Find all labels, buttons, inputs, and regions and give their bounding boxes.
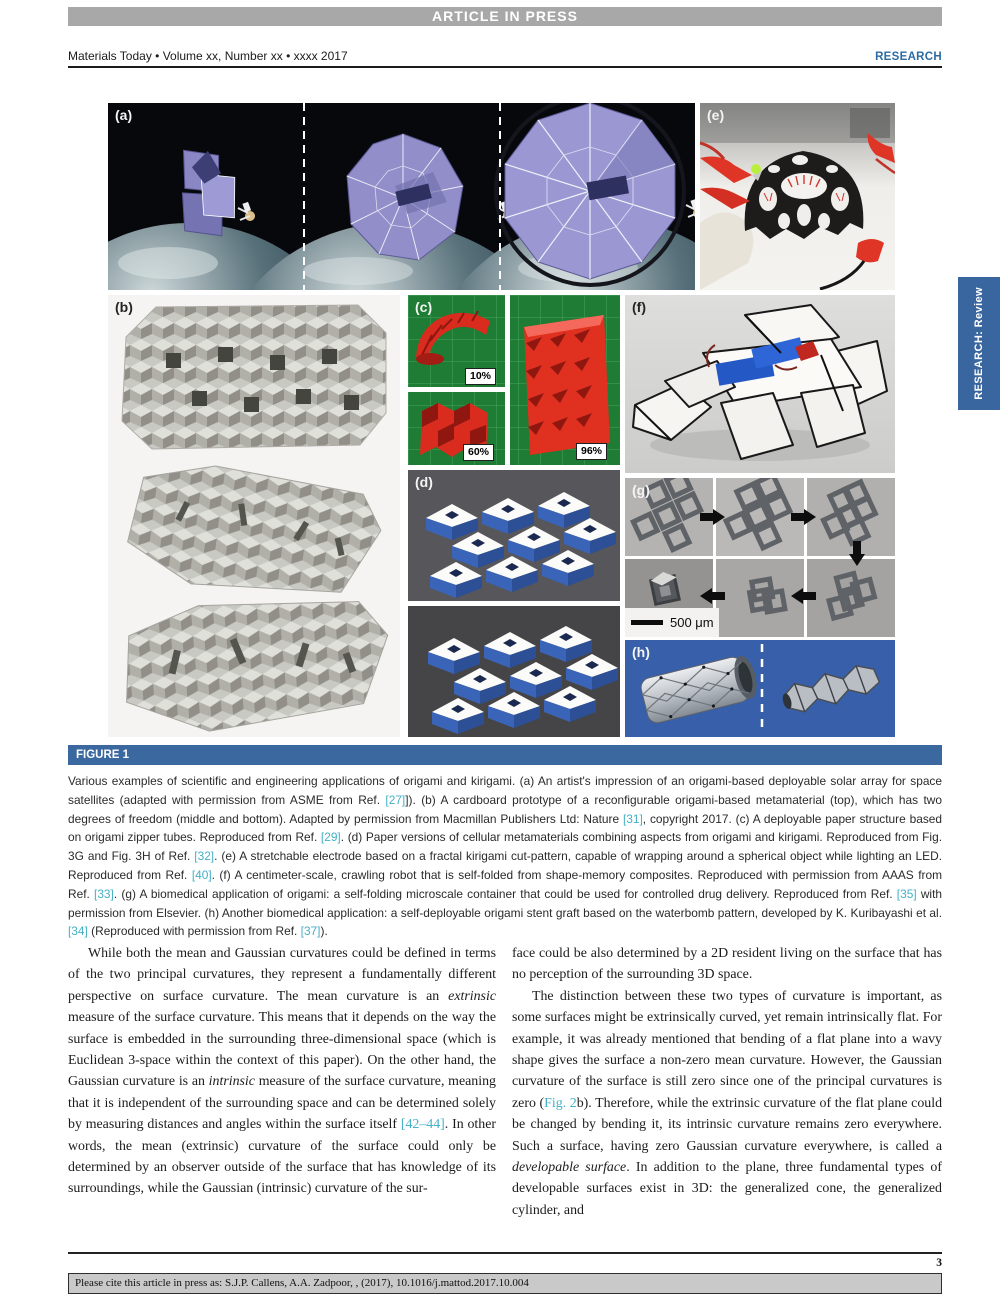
- crawling-robot-photo: [625, 295, 895, 473]
- body-column-right: [512, 943, 942, 1221]
- panel-h-label: (h): [632, 644, 650, 660]
- paragraph: The distinction between these two types of curvature is important, as some surfaces might be extrinsically curved, yet remain intrinsically flat. For example, it was already mentioned that bending of a flat plane into a wavy shape gives the surface a non-zero mean curvature. However, the Gaussian curvature of the surface is still zero since one of the principal curvatures is zero (Fig. 2b). Therefore, while the extrinsic curvature of the flat plane could be changed by bending it, its intrinsic curvature remains zero everywhere. Such a surface, having zero Gaussian curvature everywhere, is called a developable surface. In addition to the plane, three fundamental types of developable surfaces exist in 3D: the generalized cone, the generalized cylinder, and: [512, 988, 943, 1218]
- figure-panel-d: [408, 470, 620, 737]
- footer-rule: [68, 1252, 942, 1254]
- deployment-percent-badge: 10%: [465, 368, 496, 385]
- figure-1-bar: FIGURE 1: [68, 745, 942, 765]
- figure-panel-b: [108, 295, 400, 737]
- figure-panel-e: [700, 103, 895, 290]
- panel-b-label: (b): [115, 299, 133, 315]
- cardboard-metamaterial-photo: [108, 295, 400, 737]
- body-column-left: [68, 943, 496, 1200]
- scale-bar: [625, 608, 719, 637]
- figure-panel-c: [408, 295, 620, 465]
- origami-kirigami-sheet-photos: [408, 470, 620, 737]
- paragraph: face could be also determined by a 2D resident living on the surface that has no perception of the surrounding 3D space.: [512, 946, 942, 983]
- scale-bar-line: [631, 620, 663, 625]
- side-tab-research-review: [958, 277, 1000, 410]
- deployment-percent-badge: 96%: [576, 443, 607, 460]
- figure-panel-a: [108, 103, 695, 290]
- solar-array-illustration: [108, 103, 695, 290]
- journal-header-row: [68, 49, 942, 63]
- section-label: RESEARCH: [875, 51, 942, 63]
- stent-graft-photo: [625, 640, 895, 737]
- article-in-press-banner: ARTICLE IN PRESS: [68, 7, 942, 26]
- figure-panel-h: [625, 640, 895, 737]
- header-rule: [68, 66, 942, 68]
- deployment-percent-badge: 60%: [463, 444, 494, 461]
- panel-d-label: (d): [415, 474, 433, 490]
- figure-1-image-block: [108, 103, 895, 737]
- panel-g-label: (g): [632, 482, 650, 498]
- figure-1-caption: Various examples of scientific and engineering applications of origami and kirigami. (a) An artist's impression of an origami-based deployable solar array for space satellites (adapted with permission from ASME from Ref. [27]]). (b) A cardboard prototype of a reconfigurable origami-based metamaterial (top), which has two degrees of freedom (middle and bottom). Adapted by permission from Macmillan Publishers Ltd: Nature [31], copyright 2017. (c) A deployable paper structure based on origami zipper tubes. Reproduced from Ref. [29]. (d) Paper versions of cellular metamaterials combining aspects from origami and kirigami. Reproduced from Fig. 3G and Fig. 3H of Ref. [32]. (e) A stretchable electrode based on a fractal kirigami cut-pattern, capable of wrapping around a spherical object while lighting an LED. Reproduced from Ref. [40]. (f) A centimeter-scale, crawling robot that is self-folded from shape-memory composites. Reproduced with permission from AAAS from Ref. [33]. (g) A biomedical application of origami: a self-folding microscale container that could be used for controlled drug delivery. Reproduced from Ref. [35] with permission from Elsevier. (h) Another biomedical application: a self-deployable origami stent graft based on the waterbomb pattern, developed by K. Kuribayashi et al. [34] (Reproduced with permission from Ref. [37]).: [68, 774, 942, 939]
- scale-bar-label: 500 μm: [670, 615, 714, 630]
- kirigami-electrode-photo: [700, 103, 895, 290]
- panel-a-label: (a): [115, 107, 133, 123]
- figure-panel-g: [625, 478, 895, 637]
- panel-f-label: (f): [632, 299, 646, 315]
- panel-c-label: (c): [415, 299, 433, 315]
- page-number: 3: [936, 1257, 942, 1269]
- paragraph: While both the mean and Gaussian curvatures could be defined in terms of the two principal curvatures, they represent a fundamentally different perspective on surface curvature. The mean curvature is an extrinsic measure of the surface curvature. This means that it depends on the way the surface is embedded in the surrounding three-dimensional space (which is Euclidean 3-space within the context of this paper). On the other hand, the Gaussian curvature is an intrinsic measure of the surface curvature, meaning that it is independent of the surrounding space and can be determined solely by measuring distances and angles within the surface itself [42–44]. In other words, the mean (extrinsic) curvature of the surface could only be determined by an observer outside of the surface that has knowledge of its surroundings, while the Gaussian (intrinsic) curvature of the sur-: [68, 946, 496, 1197]
- citation-box: Please cite this article in press as: S.J.P. Callens, A.A. Zadpoor, , (2017), 10.1016/j.mattod.2017.10.004: [68, 1273, 942, 1294]
- side-tab-label: RESEARCH: Review: [973, 287, 985, 400]
- zipper-tube-photos: [408, 295, 620, 465]
- journal-volume-line: Materials Today • Volume xx, Number xx • xxxx 2017: [68, 49, 348, 63]
- figure-panel-f: [625, 295, 895, 473]
- panel-e-label: (e): [707, 107, 725, 123]
